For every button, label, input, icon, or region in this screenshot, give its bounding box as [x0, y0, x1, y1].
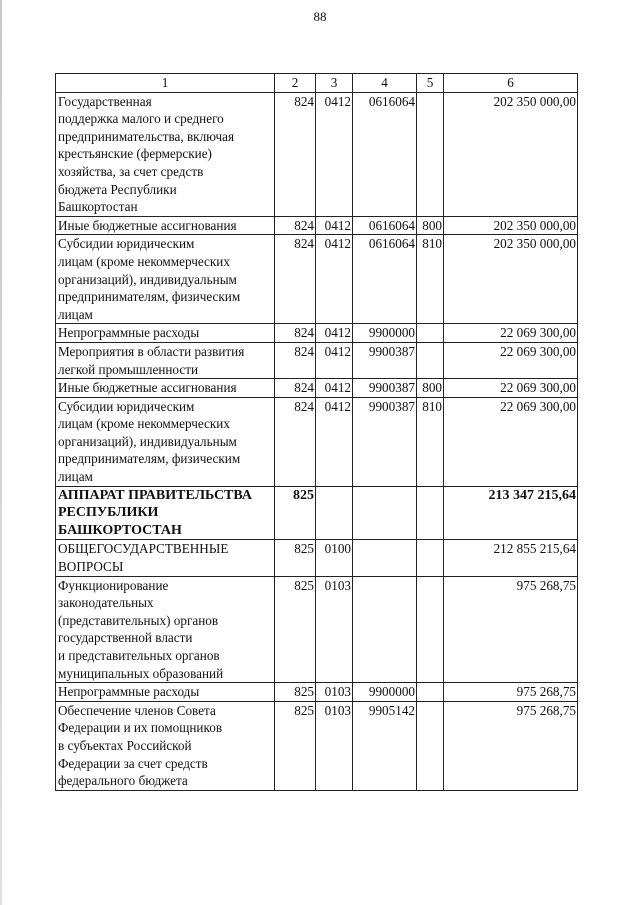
cell-ministry-text: 824 [294, 325, 314, 341]
table-row [56, 342, 578, 378]
cell-ministry [275, 486, 316, 540]
table-row [56, 576, 578, 683]
cell-section-text: 0412 [324, 380, 351, 396]
cell-name-text: Башкортостан [58, 199, 138, 215]
cell-name-text: лицам [58, 469, 93, 485]
cell-name-text: государственной власти [58, 630, 193, 646]
cell-ministry [275, 540, 316, 576]
cell-name [56, 92, 275, 216]
cell-name-text: организаций), индивидуальным [58, 271, 237, 287]
cell-ministry-text: 825 [294, 702, 314, 718]
cell-ministry [275, 701, 316, 790]
cell-name-text: РЕСПУБЛИКИ [58, 505, 159, 521]
cell-name [56, 379, 275, 398]
cell-name-text: крестьянские (фермерские) [58, 146, 212, 162]
cell-section [316, 540, 353, 576]
cell-name [56, 235, 275, 324]
cell-ministry-text: 824 [294, 398, 314, 414]
cell-expense-type [417, 397, 444, 486]
cell-ministry [275, 92, 316, 216]
cell-section-text: 0412 [324, 398, 351, 414]
header-col-6: 6 [444, 74, 578, 93]
cell-name [56, 342, 275, 378]
cell-name-text: (представительных) органов [58, 612, 219, 628]
cell-section-text: 0412 [324, 236, 351, 252]
cell-target-article [353, 540, 417, 576]
header-col-5: 5 [417, 74, 444, 93]
cell-section [316, 486, 353, 540]
cell-section [316, 576, 353, 683]
cell-name-text: лицам (кроме некоммерческих [58, 416, 230, 432]
cell-name-text: лицам [58, 306, 93, 322]
cell-ministry-text: 825 [293, 487, 314, 503]
table-row [56, 701, 578, 790]
cell-amount-text: 202 350 000,00 [493, 93, 576, 109]
cell-expense-type [417, 576, 444, 683]
header-col-1: 1 [56, 74, 275, 93]
cell-expense-type-text: 810 [422, 236, 442, 252]
cell-name-text: предпринимателям, физическим [58, 451, 241, 467]
cell-amount [444, 397, 578, 486]
cell-expense-type [417, 342, 444, 378]
header-row [56, 74, 578, 93]
cell-section [316, 342, 353, 378]
cell-amount-text: 22 069 300,00 [500, 343, 576, 359]
cell-amount-text: 202 350 000,00 [493, 217, 576, 233]
cell-name-text: ОБЩЕГОСУДАРСТВЕННЫЕ [58, 541, 229, 557]
cell-name-text: законодательных [58, 595, 154, 611]
cell-target-article [353, 683, 417, 702]
cell-ministry [275, 342, 316, 378]
cell-ministry [275, 379, 316, 398]
cell-ministry [275, 235, 316, 324]
cell-ministry [275, 576, 316, 683]
cell-ministry [275, 216, 316, 235]
cell-amount [444, 92, 578, 216]
cell-name-text: в субъектах Российской [58, 737, 192, 753]
cell-ministry [275, 324, 316, 343]
cell-section [316, 379, 353, 398]
table-row [56, 683, 578, 702]
scan-edge [0, 0, 2, 905]
cell-ministry [275, 397, 316, 486]
cell-amount [444, 216, 578, 235]
cell-name-text: федерального бюджета [58, 773, 188, 789]
cell-name-text: бюджета Республики [58, 181, 177, 197]
cell-target-article-text: 0616064 [368, 93, 415, 109]
cell-name [56, 540, 275, 576]
cell-section-text: 0412 [324, 217, 351, 233]
cell-amount-text: 975 268,75 [516, 702, 576, 718]
cell-name-text: Иные бюджетные ассигнования [58, 380, 237, 396]
cell-name-text: Субсидии юридическим [58, 236, 195, 252]
cell-target-article [353, 216, 417, 235]
header-col-4: 4 [353, 74, 417, 93]
cell-name [56, 486, 275, 540]
cell-name-text: Непрограммные расходы [58, 684, 200, 700]
cell-ministry-text: 824 [294, 93, 314, 109]
cell-name-text: предпринимательства, включая [58, 128, 235, 144]
cell-ministry-text: 824 [294, 380, 314, 396]
table-row [56, 235, 578, 324]
cell-target-article [353, 486, 417, 540]
cell-name-text: Федерации за счет средств [58, 755, 208, 771]
header-col-3: 3 [316, 74, 353, 93]
cell-name-text: организаций), индивидуальным [58, 433, 237, 449]
cell-amount-text: 213 347 215,64 [488, 487, 576, 503]
cell-name [56, 324, 275, 343]
cell-name [56, 216, 275, 235]
table-row [56, 92, 578, 216]
cell-section-text: 0103 [324, 684, 351, 700]
budget-table [55, 73, 578, 791]
cell-expense-type [417, 92, 444, 216]
cell-expense-type [417, 683, 444, 702]
cell-amount-text: 22 069 300,00 [500, 398, 576, 414]
table-row [56, 324, 578, 343]
cell-amount [444, 576, 578, 683]
table-row [56, 216, 578, 235]
cell-section [316, 324, 353, 343]
cell-section [316, 216, 353, 235]
cell-amount [444, 235, 578, 324]
cell-section [316, 235, 353, 324]
cell-expense-type [417, 701, 444, 790]
cell-name [56, 701, 275, 790]
cell-expense-type [417, 540, 444, 576]
cell-name-text: АППАРАТ ПРАВИТЕЛЬСТВА [58, 487, 252, 503]
cell-expense-type [417, 379, 444, 398]
cell-section-text: 0412 [324, 343, 351, 359]
cell-expense-type-text: 800 [422, 380, 442, 396]
cell-section [316, 92, 353, 216]
cell-amount [444, 379, 578, 398]
cell-name-text: предпринимателям, физическим [58, 289, 241, 305]
cell-name-text: Субсидии юридическим [58, 398, 195, 414]
cell-name-text: Функционирование [58, 577, 169, 593]
cell-name-text: Обеспечение членов Совета [58, 702, 216, 718]
cell-amount-text: 22 069 300,00 [500, 325, 576, 341]
cell-expense-type [417, 486, 444, 540]
table-row [56, 379, 578, 398]
cell-amount [444, 342, 578, 378]
cell-target-article [353, 235, 417, 324]
cell-expense-type [417, 235, 444, 324]
cell-name [56, 576, 275, 683]
cell-section [316, 701, 353, 790]
cell-amount-text: 22 069 300,00 [500, 380, 576, 396]
cell-name-text: лицам (кроме некоммерческих [58, 253, 230, 269]
cell-section [316, 683, 353, 702]
cell-expense-type [417, 216, 444, 235]
cell-name-text: БАШКОРТОСТАН [58, 522, 182, 538]
table-row [56, 540, 578, 576]
cell-target-article-text: 9900387 [368, 343, 415, 359]
cell-name-text: Непрограммные расходы [58, 325, 200, 341]
cell-section-text: 0103 [324, 577, 351, 593]
cell-name-text: и представительных органов [58, 648, 220, 663]
cell-amount [444, 540, 578, 576]
cell-section [316, 397, 353, 486]
cell-name [56, 683, 275, 702]
cell-amount [444, 486, 578, 540]
cell-section-text: 0100 [324, 541, 351, 557]
cell-target-article-text: 9900387 [368, 398, 415, 414]
cell-target-article-text: 0616064 [368, 236, 415, 252]
cell-name-text: Иные бюджетные ассигнования [58, 217, 237, 233]
cell-target-article [353, 92, 417, 216]
header-col-2: 2 [275, 74, 316, 93]
cell-name-text: Мероприятия в области развития [58, 343, 245, 359]
cell-target-article [353, 324, 417, 343]
cell-name-text: Государственная [58, 93, 152, 109]
cell-target-article-text: 9900000 [368, 684, 415, 700]
cell-section-text: 0412 [324, 93, 351, 109]
cell-ministry-text: 824 [294, 217, 314, 233]
cell-target-article [353, 576, 417, 683]
cell-ministry [275, 683, 316, 702]
cell-section-text: 0103 [324, 702, 351, 718]
cell-target-article [353, 701, 417, 790]
cell-amount-text: 975 268,75 [516, 684, 576, 700]
cell-ministry-text: 825 [294, 541, 314, 557]
table-row [56, 486, 578, 540]
cell-name-text: хозяйства, за счет средств [58, 163, 204, 179]
cell-amount [444, 683, 578, 702]
cell-expense-type-text: 810 [422, 398, 442, 414]
cell-name-text: легкой промышленности [58, 361, 199, 377]
cell-name-text: ВОПРОСЫ [58, 559, 124, 575]
cell-name-text: поддержка малого и среднего [58, 111, 224, 127]
cell-name-text: муниципальных образований [58, 665, 224, 681]
cell-target-article-text: 0616064 [368, 217, 415, 233]
cell-amount [444, 324, 578, 343]
cell-target-article-text: 9900387 [368, 380, 415, 396]
cell-ministry-text: 824 [294, 236, 314, 252]
cell-target-article-text: 9900000 [368, 325, 415, 341]
cell-amount [444, 701, 578, 790]
cell-ministry-text: 825 [294, 684, 314, 700]
cell-ministry-text: 824 [294, 343, 314, 359]
cell-target-article [353, 379, 417, 398]
cell-ministry-text: 825 [294, 577, 314, 593]
cell-amount-text: 975 268,75 [516, 577, 576, 593]
cell-expense-type-text: 800 [422, 217, 442, 233]
cell-target-article [353, 342, 417, 378]
cell-target-article-text: 9905142 [368, 702, 415, 718]
cell-section-text: 0412 [324, 325, 351, 341]
page-number: 88 [313, 9, 327, 24]
cell-amount-text: 212 855 215,64 [493, 541, 576, 557]
table-row [56, 397, 578, 486]
cell-name-text: Федерации и их помощников [58, 720, 223, 736]
cell-amount-text: 202 350 000,00 [493, 236, 576, 252]
cell-expense-type [417, 324, 444, 343]
cell-name [56, 397, 275, 486]
cell-target-article [353, 397, 417, 486]
